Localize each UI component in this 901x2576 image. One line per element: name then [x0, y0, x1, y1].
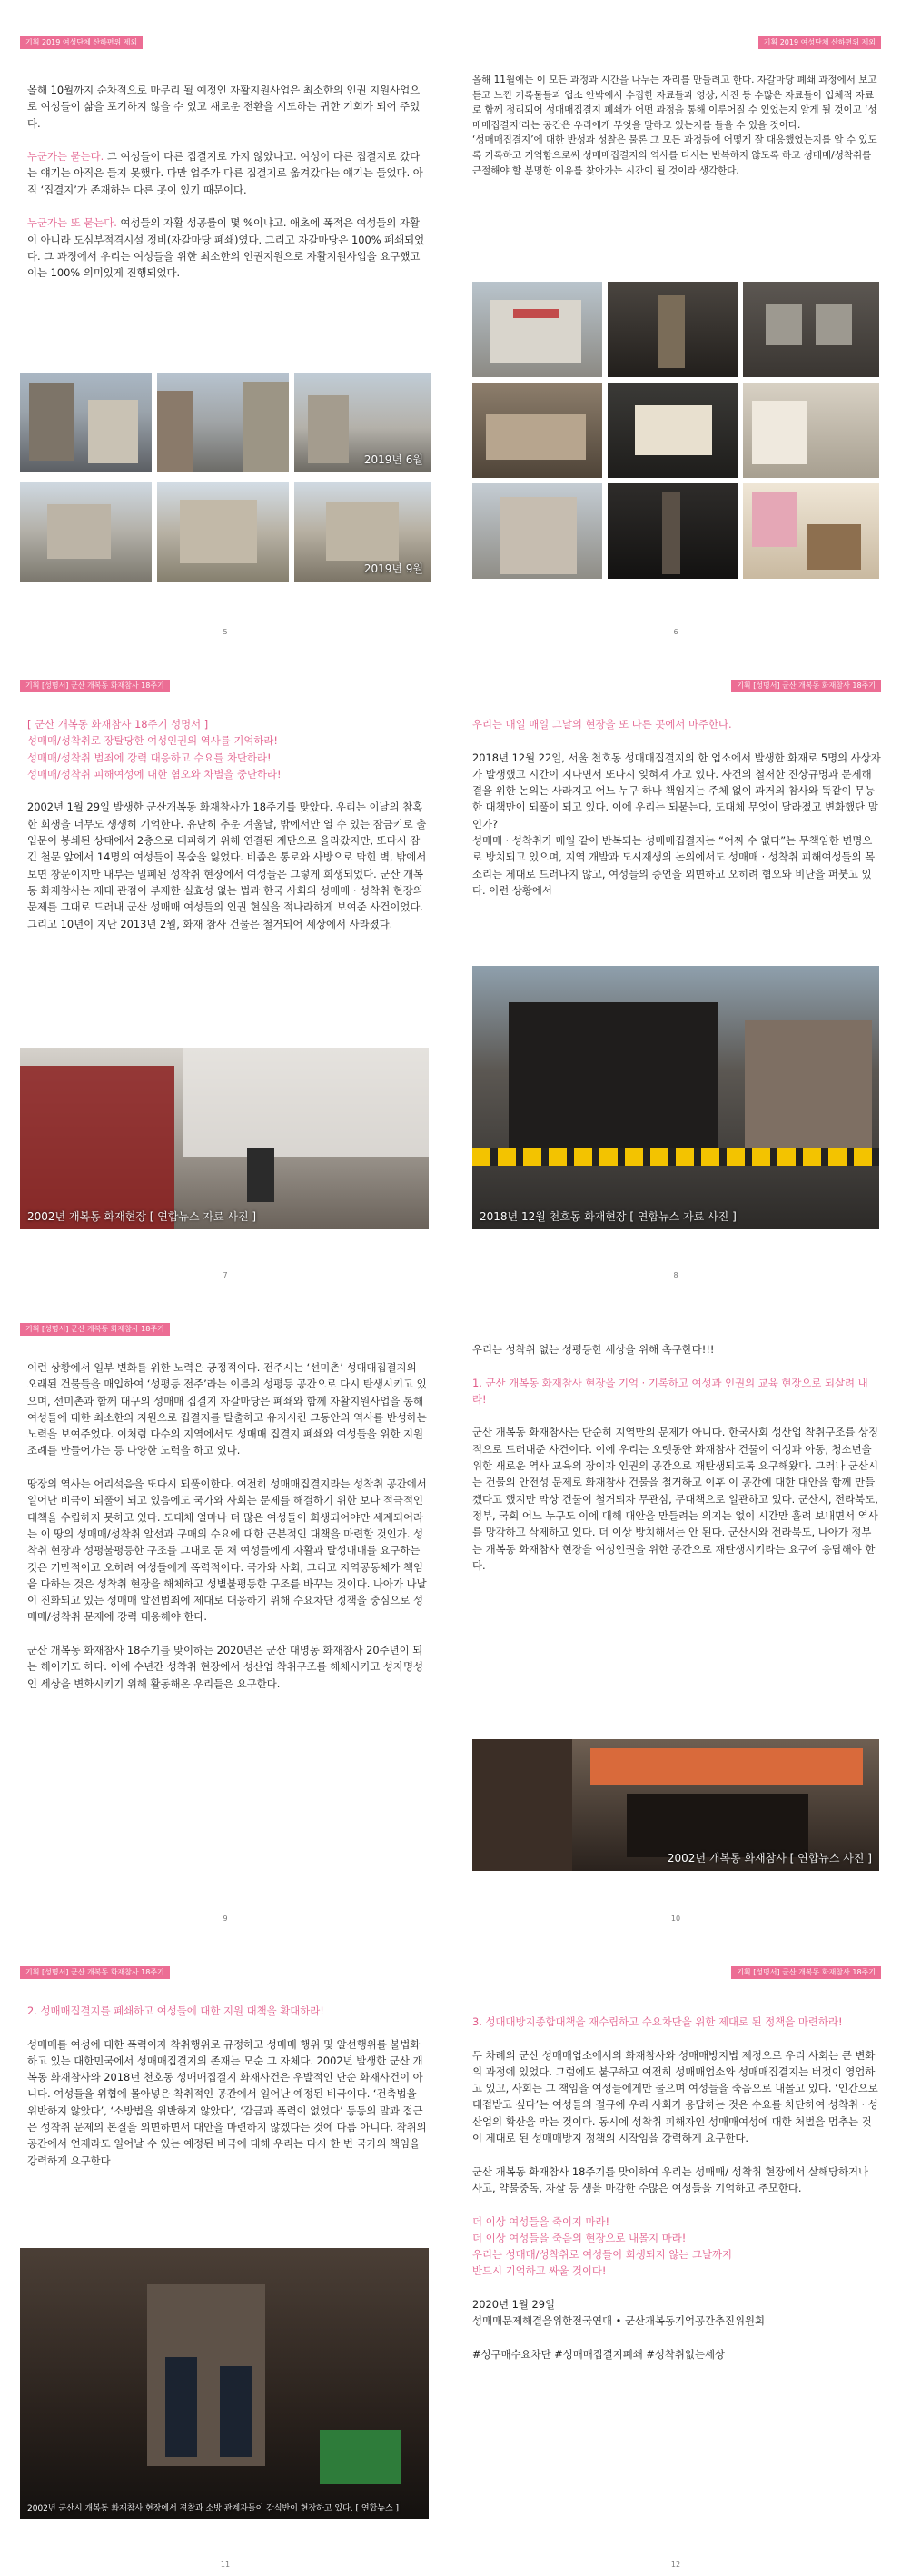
slogan: 더 이상 여성들을 죽이지 마라! — [472, 2214, 610, 2228]
p7-text — [27, 716, 427, 932]
sign-photo — [608, 383, 738, 478]
section-heading: 우리는 매일 매일 그날의 현장을 또 다른 곳에서 마주한다. — [472, 718, 732, 731]
paragraph: 두 차례의 군산 성매매업소에서의 화재참사와 성매매방지법 제정으로 우리 사회는 큰 변화의 과정에 있었다. 그럼에도 불구하고 여전히 성매매업소와 성매매집결지는 버젓이 영업하고 있고, 사회는 그 책임을 여성들에게만 물으며 여성들을 죽음으로 내몰고 있다. ‘인간으로 대접받고 싶다’는 여성들의 절규에 우리 사회가 응답하는 것은 수요를 차단하여 성착취 · 성산업의 확산을 막는 것이다. 동시에 성착취 피해자인 성매매여성에 대한 처벌을 멈추는 것이 제대로 된 성매매방지 정책의 시작임을 강력하게 요구한다. — [472, 2048, 878, 2145]
paragraph: 올해 10월까지 순차적으로 마무리 될 예정인 자활지원사업은 최소한의 인권 지원사업으로 여성들이 삶을 포기하지 않을 수 있고 새로운 전환을 시도하는 귀한 기회가 되어 주었다. — [27, 84, 421, 130]
photo-caption: 2019년 6월 — [363, 453, 423, 466]
p11-text — [27, 2003, 427, 2169]
slogan: 성매매/성착취 범죄에 강력 대응하고 수요를 차단하라! — [27, 751, 272, 764]
fire-building-photo — [472, 966, 879, 1229]
paragraph: 땅장의 역사는 어리석음을 또다시 되풀이한다. 여전히 성매매집결지라는 성착취 공간에서 일어난 비극이 되풀이 되고 있음에도 국가와 사회는 문제를 해결하기 위한 보다 적극적인 대책을 수립하지 못하고 있다. 도대체 얼마나 더 많은 여성들이 희생되어야만 세계되어라는 이 땅의 성매매/성착취 알선과 구매의 수요에 대한 근본적인 대책을 마련할 것인가. 성착취 현장과 성평불평등한 구조를 그대로 둔 채 여성들에게 자활과 탈성매매를 요구하는 것은 기만적이고 오히려 여성들에게 폭력적이다. 국가와 사회, 그리고 지역공동체가 책임을 다하는 것은 성착취 현장을 해체하고 성별불평등한 구조를 바꾸는 것이다. 나아가 나날이 진화되고 있는 성매매 알선범죄에 제대로 대응하기 위해 수요차단 정책을 중심으로 성매매/성착취 문제에 강력 대응해야 한다. — [27, 1477, 427, 1624]
p12-text — [472, 2014, 881, 2362]
debris-photo — [472, 383, 602, 478]
demolition-photo — [20, 482, 152, 582]
paragraph: 군산 개복동 화재참사는 단순히 지역만의 문제가 아니다. 한국사회 성산업 착취구조를 상징적으로 드러내준 사건이다. 이에 우리는 오랫동안 화재참사 건물이 여성과 아동, 청소년을 위한 새로운 역사 교육의 장이자 인권의 공간으로 재탄생되도록 요구해왔다. 그러나 군산시는 건물의 안전성 문제로 화재참사 건물을 철거하고 이후 이 공간에 대한 대안을 함께 만들겠다고 했지만 막상 건물이 철거되자 무관심, 무대책으로 일관하고 있다. 군산시, 전라북도, 정부, 국회 어느 누구도 이에 대해 대안을 만들려는 의지는 없이 시간만 흘려 보내면서 역사를 망각하고 삭제하고 있다. 더 이상 방치해서는 안 된다. 군산시와 전라북도, 나아가 정부는 개복동 화재참사 현장을 여성인권을 위한 공간으로 재탄생시키라는 요구에 응답해야 한다. — [472, 1426, 878, 1572]
fire-scene-photo — [20, 1048, 429, 1229]
hashtags: #성구매수요차단 #성매매집결지폐쇄 #성착취없는세상 — [472, 2347, 725, 2361]
statement-title: [ 군산 개복동 화재참사 18주기 성명서 ] — [27, 718, 209, 731]
paragraph: 2002년 1월 29일 발생한 군산개복동 화재참사가 18주기를 맞았다. 우리는 이날의 참혹한 희생을 너무도 생생히 기억한다. 유난히 추운 겨울날, 밖에서만 열 수 있는 잠금키로 출입문이 봉쇄된 상태에서 2층으로 대피하기 위해 연결된 계단으로 올라갔지만, 또다시 잠긴 철문 앞에서 14명의 여성들이 목숨을 잃었다. 비좁은 통로와 사방으로 막힌 벽, 밖에서 보면 창문이지만 내부는 밀폐된 성착취 현장에서 여성들은 그렇게 희생되었다. 군산 개복동 화재참사는 제대 관점이 부재한 실효성 없는 법과 한국 사회의 성매매 · 성착취 현장의 문제를 그대로 드러내 군산 성매매 여성들의 인권 현실을 적나라하게 보여준 사건이었다. 그리고 10년이 지난 2013년 2월, 화재 참사 건물은 철거되어 세상에서 사라졌다. — [27, 801, 427, 930]
page-number: 8 — [673, 1271, 678, 1279]
page-tag: 기획 [성명서] 군산 개복동 화재참사 18주기 — [20, 680, 170, 692]
slogan: 더 이상 여성들을 죽음의 현장으로 내몰지 마라! — [472, 2231, 687, 2244]
page-tag: 기획 2019 여성단체 산하편위 제외 — [20, 36, 143, 49]
page-number: 6 — [673, 628, 678, 636]
photo-caption: 2002년 개복동 화재현장 [ 연합뉴스 자료 사진 ] — [27, 1210, 257, 1223]
photo-caption: 2002년 개복동 화재참사 [ 연합뉴스 사진 ] — [667, 1852, 872, 1865]
alley-photo — [20, 373, 152, 472]
hallway-photo — [608, 483, 738, 579]
page-number: 10 — [670, 1915, 681, 1923]
page-number: 5 — [223, 628, 228, 636]
paragraph: 군산 개복동 화재참사 18주기를 맞이하여 우리는 성매매/ 성착취 현장에서 살해당하거나 사고, 약물중독, 자살 등 생을 마감한 수많은 여성들을 기억하고 추모한다. — [472, 2164, 869, 2194]
page-number: 12 — [670, 2561, 681, 2569]
demolition-photo — [294, 482, 431, 582]
demolition-photo — [157, 482, 289, 582]
paragraph: 2018년 12월 22일, 서울 천호동 성매매집결지의 한 업소에서 발생한 화재로 5명의 사상자가 발생했고 시간이 지나면서 또다시 잊혀져 가고 있다. 사건의 철저한 진상규명과 문제해결을 위한 논의는 사라지고 어느 누구 하나 책임지는 주체 없이 과거의 참사와 똑같이 무능한 대책만이 되풀이 되고 있다. 이에 우리는 되묻는다, 도대체 무엇이 달라졌고 변화했단 말인가? 성매매 · 성착취가 매일 같이 반복되는 성매매집결지는 “어찌 수 없다”는 무책임한 변명으로 방치되고 있으며, 지역 개발과 도시재생의 논의에서도 성매매 · 성착취 피해여성들의 목소리는 제대로 드러나지 않고, 여성들의 증언을 외면하고 오히려 혐오와 비난을 퍼붓고 있다. 이런 상황에서 — [472, 751, 881, 897]
building-photo — [472, 282, 602, 377]
photo-caption: 2018년 12월 천호동 화재현장 [ 연합뉴스 자료 사진 ] — [480, 1210, 737, 1223]
page-tag: 기획 2019 여성단체 산하편위 제외 — [758, 36, 881, 49]
pink-lead: 누군가는 묻는다. — [27, 150, 104, 164]
paragraph: 누군가는 묻는다. 그 여성들이 다른 집결지로 가지 않았나고. 여성이 다른 집결지로 갔다는 얘기는 아직은 들지 못했다. 다만 업주가 다른 집결지로 옮겨갔다는 얘기는 들었다. 아직 ‘집결지’가 존재하는 다른 곳이 있기 때문이다. — [27, 150, 423, 196]
p6-text — [472, 73, 881, 178]
page-8 — [450, 643, 901, 1287]
meter-photo — [743, 282, 879, 377]
p5-text — [27, 82, 427, 282]
page-number: 11 — [220, 2561, 231, 2569]
page-7 — [0, 643, 450, 1287]
slogan: 성매매/성착취 피해여성에 대한 혐오와 차별을 중단하라! — [27, 767, 282, 781]
room-photo — [743, 383, 879, 478]
burned-shop-photo — [472, 1739, 879, 1871]
paragraph: 성매매를 여성에 대한 폭력이자 착취행위로 규정하고 성매매 행위 및 알선행위를 불법화하고 있는 대한민국에서 성매매집결지의 존재는 모순 그 자체다. 2002년 발생한 군산 개복동 화재참사와 2018년 천호동 성매매집결지 화재사건은 우발적인 단순 화재사건이 아니다. 여성들을 위협에 몰아넣은 착취적인 공간에서 일어난 예정된 비극이다. ‘건축법을 위반하지 않았다’, ‘소방법을 위반하지 않았다’, ‘감금과 폭력이 없었다’ 등등의 말과 접근은 성착취 문제의 본질을 외면하면서 대안을 마련하지 않겠다는 것에 다름 아니다. 착취의 공간에서 언제라도 일어날 수 있는 예정된 비극에 대해 우리는 다시 한 번 국가의 책임을 강력하게 요구한다 — [27, 2037, 427, 2167]
paragraph: ‘성매매집결지’에 대한 반성과 성찰은 물론 그 모든 과정들에 어떻게 잘 대응했었는지를 알 수 있도록 기록하고 기억함으로써 성매매집결지의 역사를 다시는 반복하지 않도록 하고 성매매/성착취를 근절해야 할 분명한 이유를 찾아가는 시간이 될 것이라 생각한다. — [472, 134, 877, 176]
p8-text — [472, 716, 881, 899]
paragraph: 군산 개복동 화재참사 18주기를 맞이하는 2020년은 군산 대명동 화재참사 20주년이 되는 해이기도 하다. 이에 수년간 성착취 현장에서 성산업 착취구조를 해체시키고 성자명성인 세상을 변화시키기 위해 활동해온 우리들은 요구한다. — [27, 1644, 423, 1690]
photo-caption: 2019년 9월 — [363, 562, 423, 575]
slogan: 우리는 성매매/성착취로 여성들이 희생되지 않는 그날까지 — [472, 2248, 733, 2262]
paragraph: 올해 11월에는 이 모든 과정과 시간을 나누는 자리를 만들려고 한다. 자갈마당 폐쇄 과정에서 보고 듣고 느낀 기록물들과 업소 안밖에서 수집한 자료들과 영상, 사진 등 수많은 자료들이 입체적 자료로 함께 정리되어 성매매집결지 폐쇄가 어떤 과정을 통해 이루어질 수 있었는지 알게 될 것이고 ‘성매매집결지’라는 공간은 우리에게 무엇을 말하고 있는지를 들을 수 있을 것이다. — [472, 75, 877, 131]
street-photo — [294, 373, 431, 472]
signatories: 성매매문제해결을위한전국연대 • 군산개복동기억공간추진위원회 — [472, 2314, 766, 2328]
slogan: 반드시 기억하고 싸울 것이다! — [472, 2264, 607, 2278]
demand-heading: 2. 성매매집결지를 폐쇄하고 여성들에 대한 지원 대책을 확대하라! — [27, 2004, 324, 2017]
page-tag: 기획 [성명서] 군산 개복동 화재참사 18주기 — [731, 680, 881, 692]
page-number: 9 — [223, 1915, 228, 1923]
street-photo — [157, 373, 289, 472]
demand-heading: 3. 성매매방지종합대책을 재수립하고 수요차단을 위한 제대로 된 정책을 마련하라! — [472, 2015, 843, 2028]
p10-text — [472, 1341, 881, 1574]
building-photo — [472, 483, 602, 579]
paragraph: 누군가는 또 묻는다. 여성들의 자활 성공률이 몇 %이냐고. 애초에 폭적은 여성들의 자활이 아니라 도심부적격시설 정비(자갈마당 폐쇄)였다. 그리고 자갈마당은 100% 폐쇄되었다. 그 과정에서 우리는 여성들을 위한 최소한의 인권지원으로 자활지원사업을 요구했고 이는 100% 의미있게 진행되었다. — [27, 216, 425, 280]
page-tag: 기획 [성명서] 군산 개복동 화재참사 18주기 — [20, 1323, 170, 1336]
exhibit-photo — [743, 483, 879, 579]
page-tag: 기획 [성명서] 군산 개복동 화재참사 18주기 — [20, 1966, 170, 1979]
page-10 — [450, 1287, 901, 1930]
page-12 — [450, 1930, 901, 2576]
page-number: 7 — [223, 1271, 228, 1279]
photo-caption: 2002년 군산시 개복동 화재참사 현장에서 경찰과 소방 관계자들이 감식반이 현장하고 있다. [ 연합뉴스 ] — [27, 2504, 400, 2513]
section-heading: 우리는 성착취 없는 성평등한 세상을 위해 촉구한다!!! — [472, 1343, 715, 1356]
page-11 — [0, 1930, 450, 2576]
investigation-photo — [20, 2248, 429, 2519]
pink-lead: 누군가는 또 묻는다. — [27, 216, 117, 230]
page-6 — [450, 0, 901, 643]
p9-text — [27, 1359, 427, 1692]
page-9 — [0, 1287, 450, 1930]
statement-date: 2020년 1월 29일 — [472, 2298, 555, 2312]
page-5 — [0, 0, 450, 643]
slogan: 성매매/성착취로 장탈당한 여성인권의 역사를 기억하라! — [27, 734, 278, 748]
demand-heading: 1. 군산 개복동 화재참사 현장을 기억 · 기록하고 여성과 인권의 교육 현장으로 되살려 내라! — [472, 1376, 868, 1406]
page-tag: 기획 [성명서] 군산 개복동 화재참사 18주기 — [731, 1966, 881, 1979]
corridor-photo — [608, 282, 738, 377]
paragraph: 이런 상황에서 일부 변화를 위한 노력은 긍정적이다. 전주시는 ‘선미촌’ 성매매집결지의 오래된 건물들을 매입하여 ‘성평등 전주’라는 이름의 성평등 공간으로 다시 탄생시키고 있으며, 선미촌과 함께 대구의 성매매 집결지 자갈마당은 폐쇄와 함께 자활지원사업을 통해 여성들에 대한 최소한의 지원으로 집결지를 탈출하고 유지시킨 그동안의 역사를 반성하는 노력을 보여주었다. 이처럼 다수의 지역에서도 성매매 집결지 폐쇄와 여성들을 위한 지원 조례를 만들어가는 등 다양한 노력을 하고 있다. — [27, 1361, 427, 1457]
